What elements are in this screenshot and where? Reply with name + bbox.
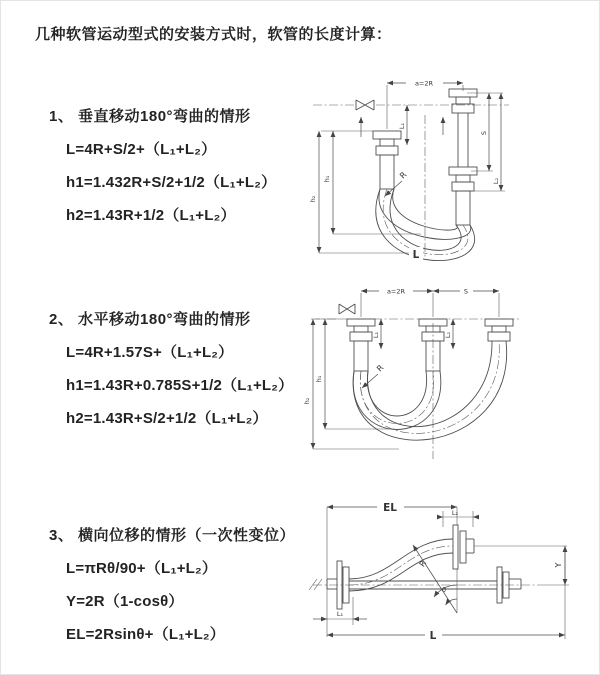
dim-label-theta: θ — [442, 586, 446, 594]
dim-label-a2r: a=2R — [414, 79, 434, 88]
dim-label-s: S — [480, 130, 488, 136]
formula-line: h1=1.43R+0.785S+1/2（L₁+L₂） — [66, 377, 294, 394]
section-3-heading: 3、 横向位移的情形（一次性变位） — [49, 527, 296, 544]
section-lateral-displacement — [49, 524, 329, 644]
dim-label-h1: h₁ — [315, 375, 323, 383]
dim-label-l-total: L — [412, 249, 420, 261]
dim-label-l1: L₁ — [372, 331, 380, 339]
right-flange-fitting — [449, 89, 477, 225]
hose-u-curves-position2 — [353, 341, 507, 440]
dim-label-s: S — [463, 287, 469, 296]
formula-line: h2=1.43R+S/2+1/2（L₁+L₂） — [66, 410, 268, 427]
section-horizontal-180 — [49, 308, 329, 428]
braided-hose-section — [456, 191, 470, 225]
braided-hose-section — [380, 155, 394, 189]
dim-label-l2: L₂ — [444, 331, 452, 339]
dim-label-h2: h₂ — [303, 397, 311, 405]
dim-label-el: EL — [383, 502, 397, 514]
section-2-heading: 2、 水平移动180°弯曲的情形 — [49, 311, 251, 328]
dim-label-l2: L₂ — [451, 509, 459, 517]
formula-line: L=4R+S/2+（L₁+L₂） — [66, 141, 217, 158]
page-title: 几种软管运动型式的安装方式时，软管的长度计算： — [35, 26, 392, 43]
diagram-vertical-180 — [303, 69, 551, 263]
dim-label-r: R — [375, 363, 386, 374]
upper-flange-fitting — [453, 525, 474, 569]
braided-hose-section — [354, 341, 368, 371]
dim-label-l1: L₁ — [336, 610, 344, 618]
diagram-horizontal-180 — [303, 279, 551, 471]
dim-label-a2r: a=2R — [386, 287, 406, 296]
dim-label-h1: h₁ — [323, 175, 331, 183]
formula-line: EL=2Rsinθ+（L₁+L₂） — [66, 626, 225, 643]
dim-label-r: R — [398, 170, 409, 181]
formula-line: L=4R+1.57S+（L₁+L₂） — [66, 344, 234, 361]
dim-label-r: R — [417, 558, 429, 569]
valve-icon — [339, 304, 355, 314]
left-flange-fitting — [347, 319, 375, 371]
section-vertical-180 — [49, 105, 329, 225]
formula-line: Y=2R（1-cosθ） — [66, 593, 184, 610]
formula-line: h1=1.432R+S/2+1/2（L₁+L₂） — [66, 174, 277, 191]
diagram-lateral-displacement — [297, 495, 589, 657]
left-flange-fitting — [373, 131, 401, 189]
section-1-heading: 1、 垂直移动180°弯曲的情形 — [49, 108, 251, 125]
dim-label-l2: L₂ — [492, 177, 500, 185]
formula-line: h2=1.43R+1/2（L₁+L₂） — [66, 207, 236, 224]
right-flange-fitting — [485, 319, 513, 341]
dim-label-y: Y — [554, 562, 563, 568]
dim-label-l-total: L — [429, 630, 437, 642]
dim-label-h2: h₂ — [309, 195, 317, 203]
dim-label-l1: L₁ — [398, 122, 406, 130]
valve-icon — [356, 100, 374, 110]
centerline-break-mark — [309, 579, 322, 590]
formula-line: L=πRθ/90+（L₁+L₂） — [66, 560, 218, 577]
